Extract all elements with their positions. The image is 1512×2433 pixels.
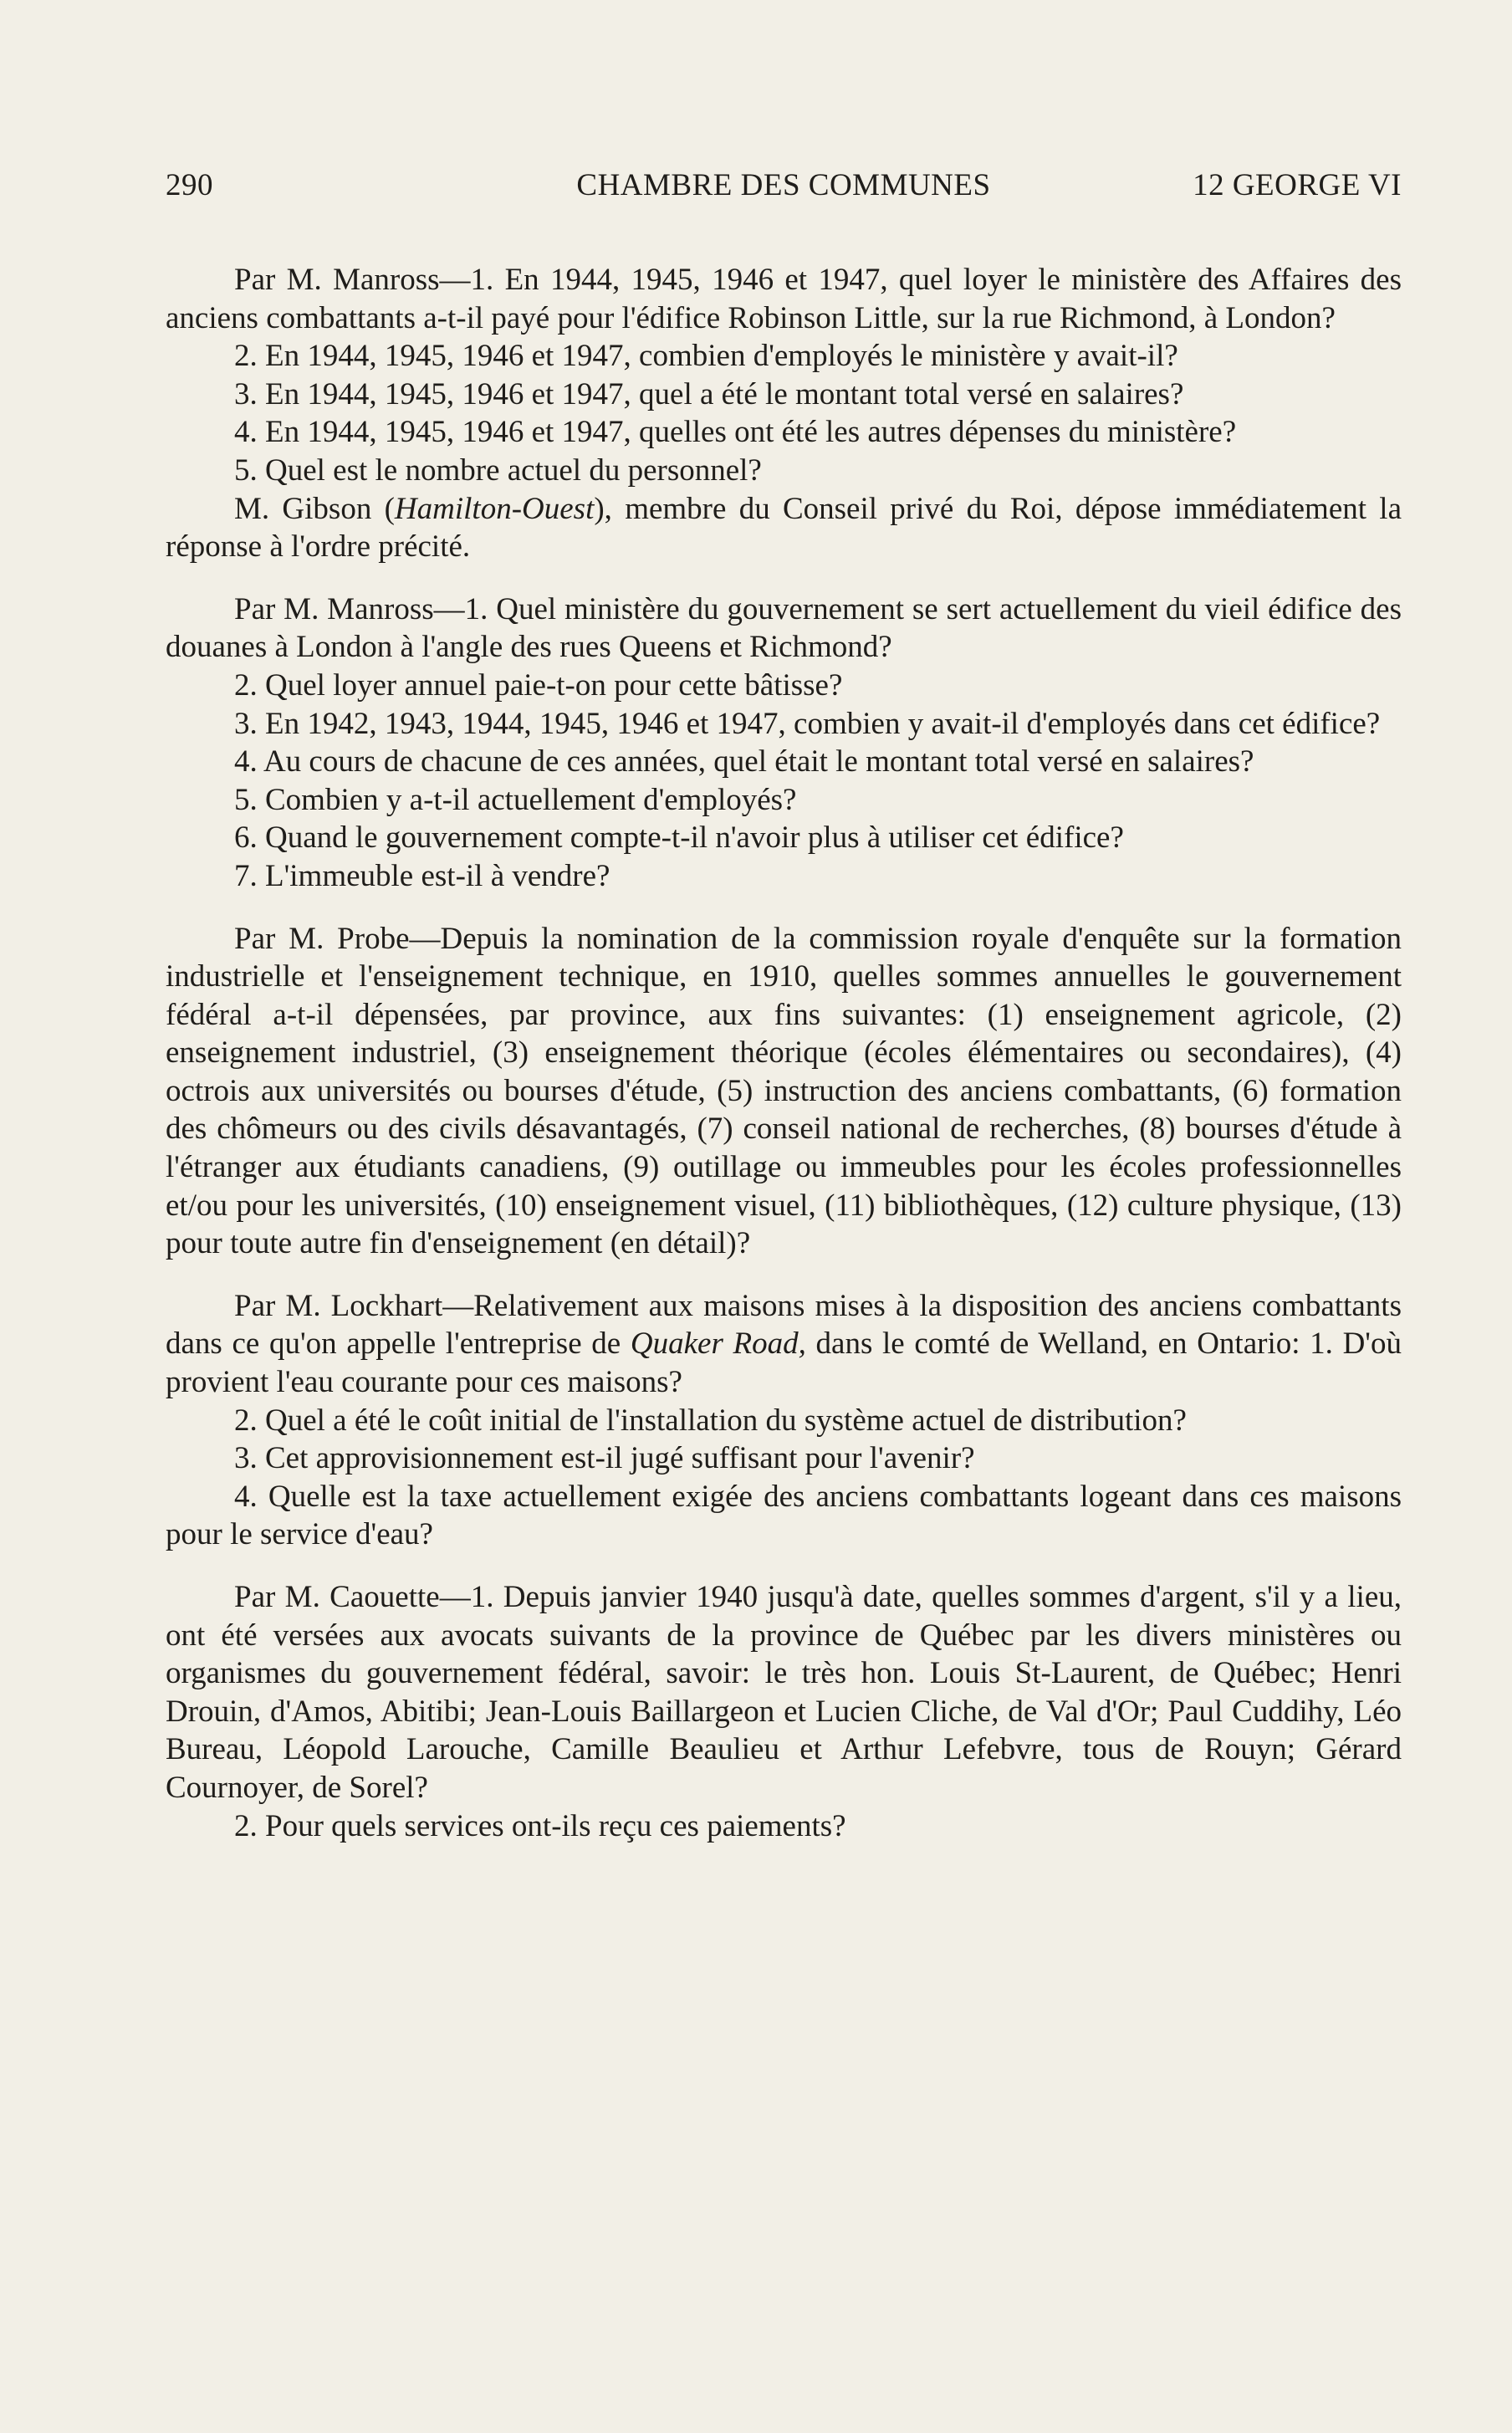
manross-question-2-item: 3. En 1942, 1943, 1944, 1945, 1946 et 1947, combien y avait-il d'employés dans cet édifice? xyxy=(234,706,1381,741)
reign-year: 12 GEORGE VI xyxy=(1193,168,1402,202)
page-number: 290 xyxy=(166,168,213,202)
manross-question-1-item: 4. En 1944, 1945, 1946 et 1947, quelles ont été les autres dépenses du ministère? xyxy=(234,415,1237,450)
manross-question-2-item: 6. Quand le gouvernement compte-t-il n'avoir plus à utiliser cet édifice? xyxy=(234,820,1124,856)
journal-title: CHAMBRE DES COMMUNES xyxy=(576,168,991,202)
lockhart-question-lead: Par M. Lockhart—Relativement aux maisons mises à la disposition des anciens combattants dans ce qu'on appelle l'entreprise de Quaker Road, dans le comté de Welland, en Ontario: 1. D'où provient l'eau courante pour ces maisons? xyxy=(166,1288,1402,1400)
manross-question-1-item: 5. Quel est le nombre actuel du personnel? xyxy=(234,452,762,488)
manross-question-2-item: 4. Au cours de chacune de ces années, quel était le montant total versé en salaires? xyxy=(234,744,1254,779)
manross-question-2-item: 2. Quel loyer annuel paie-t-on pour cette bâtisse? xyxy=(234,667,843,703)
probe-question: Par M. Probe—Depuis la nomination de la commission royale d'enquête sur la formation industrielle et l'enseignement technique, en 1910, quelles sommes annuelles le gouvernement fédéral a-t-il dépensées, par province, aux fins suivantes: (1) enseignement agricole, (2) enseignement industriel, (3) enseignement théorique (écoles élémentaires ou secondaires), (4) octrois aux universités ou bourses d'étude, (5) instruction des anciens combattants, (6) formation des chômeurs ou des civils désavantagés, (7) conseil national de recherches, (8) bourses d'étude à l'étranger aux étudiants canadiens, (9) outillage ou immeubles pour les écoles professionnelles et/ou pour les universités, (10) enseignement visuel, (11) bibliothèques, (12) culture physique, (13) pour toute autre fin d'enseignement (en détail)? xyxy=(166,921,1402,1261)
project-name: Quaker Road, xyxy=(630,1326,806,1362)
manross-question-2-lead: Par M. Manross—1. Quel ministère du gouvernement se sert actuellement du vieil édifice des douanes à London à l'angle des rues Queens et Richmond? xyxy=(166,591,1402,665)
caouette-question-item: 2. Pour quels services ont-ils reçu ces paiements? xyxy=(234,1808,846,1843)
lockhart-question-item: 2. Quel a été le coût initial de l'installation du système actuel de distribution? xyxy=(234,1403,1187,1438)
running-header xyxy=(166,167,1402,217)
lockhart-question-item: 4. Quelle est la taxe actuellement exigée des anciens combattants logeant dans ces maisons pour le service d'eau? xyxy=(166,1479,1402,1552)
caouette-question-lead: Par M. Caouette—1. Depuis janvier 1940 jusqu'à date, quelles sommes d'argent, s'il y a lieu, ont été versées aux avocats suivants de la province de Québec par les divers ministères ou organismes du gouvernement fédéral, savoir: le très hon. Louis St-Laurent, de Québec; Henri Drouin, d'Amos, Abitibi; Jean-Louis Baillargeon et Lucien Cliche, de Val d'Or; Paul Cuddihy, Léo Bureau, Léopold Larouche, Camille Beaulieu et Arthur Lefebvre, tous de Rouyn; Gérard Cournoyer, de Sorel? xyxy=(166,1580,1402,1805)
manross-question-1-item: 2. En 1944, 1945, 1946 et 1947, combien d'employés le ministère y avait-il? xyxy=(234,339,1178,374)
gibson-reply: M. Gibson (Hamilton-Ouest), membre du Conseil privé du Roi, dépose immédiatement la réponse à l'ordre précité. xyxy=(166,491,1402,565)
page-body xyxy=(166,261,1402,1845)
lockhart-question-item: 3. Cet approvisionnement est-il jugé suffisant pour l'avenir? xyxy=(234,1441,975,1476)
manross-question-1-lead: Par M. Manross—1. En 1944, 1945, 1946 et 1947, quel loyer le ministère des Affaires des anciens combattants a-t-il payé pour l'édifice Robinson Little, sur la rue Richmond, à London? xyxy=(166,263,1402,335)
manross-question-2-item: 7. L'immeuble est-il à vendre? xyxy=(234,858,610,893)
manross-question-1-item: 3. En 1944, 1945, 1946 et 1947, quel a été le montant total versé en salaires? xyxy=(234,376,1184,411)
manross-question-2-item: 5. Combien y a-t-il actuellement d'employés? xyxy=(234,782,797,817)
riding-name: Hamilton-Ouest xyxy=(394,491,595,526)
